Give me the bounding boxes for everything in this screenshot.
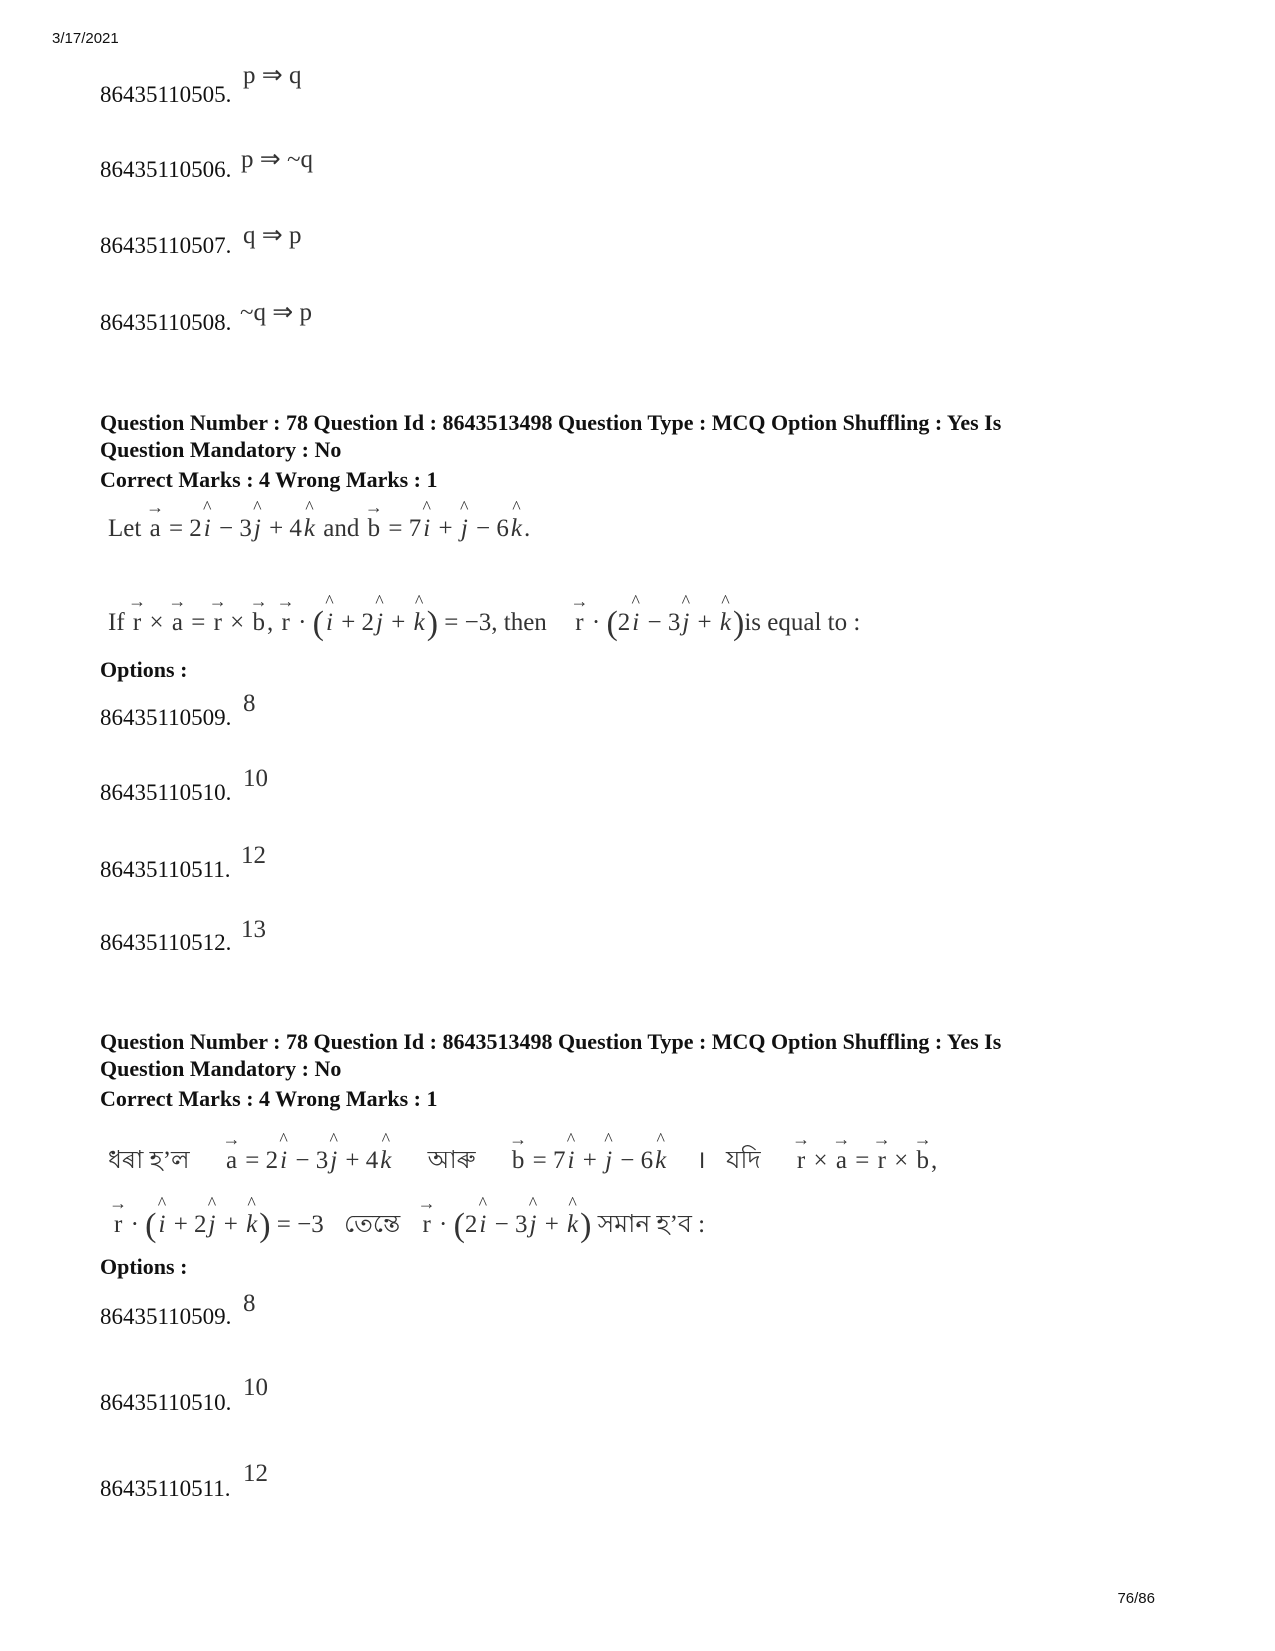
math-text: যদি bbox=[725, 1147, 761, 1174]
vector-r: → r bbox=[876, 1147, 888, 1175]
option-value: p ⇒ q bbox=[243, 62, 302, 89]
vector-b: → b bbox=[510, 1147, 527, 1175]
vector-a: → a bbox=[834, 1147, 849, 1175]
option-id: 86435110509. bbox=[100, 705, 232, 730]
hat-k: ^ k bbox=[509, 515, 524, 543]
hat-j: ^ j bbox=[603, 1147, 614, 1175]
question-marks: Correct Marks : 4 Wrong Marks : 1 bbox=[100, 467, 438, 492]
question-meta-line: Question Number : 78 Question Id : 8643513498 Question Type : MCQ Option Shuffling : Yes Is bbox=[100, 1029, 1002, 1054]
option-value: 8 bbox=[243, 690, 256, 717]
hat-j: ^ j bbox=[207, 1211, 218, 1239]
option-value: 10 bbox=[243, 765, 268, 792]
print-date: 3/17/2021 bbox=[52, 30, 119, 47]
option-value: 12 bbox=[241, 842, 266, 869]
question-meta-line: Question Mandatory : No bbox=[100, 437, 342, 462]
paren: ( bbox=[606, 605, 618, 642]
option-id: 86435110511. bbox=[100, 857, 231, 882]
hat-i: ^ i bbox=[566, 1147, 577, 1175]
option-value: p ⇒ ~q bbox=[241, 146, 313, 173]
question-text-line2: → r · (^ i + 2^ j + ^ k) = −3 তেন্তে → r · (2^ i − 3^ j + ^ k) সমান হ’ব : bbox=[112, 1204, 705, 1247]
option-value: 10 bbox=[243, 1374, 268, 1401]
hat-i: ^ i bbox=[156, 1211, 167, 1239]
question-meta-line: Question Number : 78 Question Id : 8643513498 Question Type : MCQ Option Shuffling : Yes Is bbox=[100, 410, 1002, 435]
paren: ) bbox=[426, 605, 439, 642]
hat-j: ^ j bbox=[459, 515, 470, 543]
option-id: 86435110509. bbox=[100, 1304, 232, 1329]
vector-a: → a bbox=[224, 1147, 239, 1175]
hat-j: ^ j bbox=[252, 515, 263, 543]
page-number: 76/86 bbox=[1117, 1590, 1155, 1607]
vector-b: → b bbox=[915, 1147, 932, 1175]
math-text: If bbox=[108, 609, 125, 636]
math-text: তেন্তে bbox=[344, 1211, 401, 1238]
question-meta-line: Question Mandatory : No bbox=[100, 1056, 342, 1081]
math-text: Let bbox=[108, 515, 142, 542]
vector-r: → r bbox=[795, 1147, 807, 1175]
option-value: 13 bbox=[241, 916, 266, 943]
hat-j: ^ j bbox=[680, 609, 691, 637]
hat-i: ^ i bbox=[421, 515, 432, 543]
hat-k: ^ k bbox=[302, 515, 317, 543]
option-id: 86435110506. bbox=[100, 157, 232, 182]
hat-i: ^ i bbox=[202, 515, 213, 543]
option-value: 8 bbox=[243, 1290, 256, 1317]
math-text: = 7 bbox=[388, 515, 422, 542]
hat-j: ^ j bbox=[328, 1147, 339, 1175]
paren: ) bbox=[733, 605, 745, 642]
paren: ( bbox=[145, 1207, 157, 1244]
math-text: and bbox=[323, 515, 360, 542]
hat-k: ^ k bbox=[565, 1211, 580, 1239]
vector-r: → r bbox=[280, 609, 292, 637]
paren: ) bbox=[580, 1207, 592, 1244]
hat-k: ^ k bbox=[378, 1147, 393, 1175]
option-id: 86435110511. bbox=[100, 1476, 231, 1501]
options-label: Options : bbox=[100, 1254, 188, 1279]
hat-i: ^ i bbox=[278, 1147, 289, 1175]
paren: ( bbox=[453, 1207, 465, 1244]
vector-a: → a bbox=[170, 609, 185, 637]
option-value: ~q ⇒ p bbox=[240, 299, 312, 326]
paren: ) bbox=[259, 1207, 271, 1244]
options-label: Options : bbox=[100, 657, 188, 682]
option-id: 86435110505. bbox=[100, 82, 232, 107]
paren: ( bbox=[312, 605, 324, 642]
option-id: 86435110512. bbox=[100, 930, 232, 955]
option-value: q ⇒ p bbox=[243, 222, 302, 249]
hat-j: ^ j bbox=[374, 609, 385, 637]
math-text: সমান হ’ব : bbox=[597, 1211, 706, 1238]
math-text: is equal to : bbox=[744, 609, 861, 636]
option-id: 86435110508. bbox=[100, 310, 232, 335]
option-id: 86435110507. bbox=[100, 233, 232, 258]
hat-i: ^ i bbox=[477, 1211, 488, 1239]
question-text-line1: ধৰা হ’ল → a = 2^ i − 3^ j + 4^ k আৰু → b = 7^ i + ^ j − 6^ k । যদি → r × → a = → r × → b, bbox=[108, 1140, 937, 1183]
math-text: ধৰা হ’ল bbox=[108, 1147, 190, 1174]
hat-k: ^ k bbox=[412, 609, 427, 637]
hat-k: ^ k bbox=[244, 1211, 259, 1239]
vector-r: → r bbox=[212, 609, 224, 637]
vector-r: → r bbox=[131, 609, 143, 637]
vector-b: → b bbox=[251, 609, 268, 637]
math-text: = 2 bbox=[168, 515, 202, 542]
vector-b: → b bbox=[366, 515, 383, 543]
question-text-line2: If → r × → a = → r × → b, → r · (^ i + 2^ j + ^ k) = −3, then → r · (2^ i − 3^ j + ^ k)is equal to : bbox=[108, 605, 860, 643]
vector-r: → r bbox=[112, 1211, 124, 1239]
vector-a: → a bbox=[148, 515, 163, 543]
option-value: 12 bbox=[243, 1460, 268, 1487]
hat-i: ^ i bbox=[630, 609, 641, 637]
hat-i: ^ i bbox=[324, 609, 335, 637]
hat-k: ^ k bbox=[653, 1147, 668, 1175]
option-id: 86435110510. bbox=[100, 780, 232, 805]
question-marks: Correct Marks : 4 Wrong Marks : 1 bbox=[100, 1086, 438, 1111]
vector-r: → r bbox=[573, 609, 585, 637]
question-text-line1: Let → a = 2^ i − 3^ j + 4^ k and → b = 7^ i + ^ j − 6^ k. bbox=[108, 515, 530, 543]
question-meta bbox=[100, 409, 1160, 463]
hat-k: ^ k bbox=[718, 609, 733, 637]
math-text: আৰু bbox=[427, 1147, 476, 1174]
vector-r: → r bbox=[420, 1211, 432, 1239]
hat-j: ^ j bbox=[527, 1211, 538, 1239]
question-meta bbox=[100, 1028, 1160, 1082]
math-text: , then bbox=[491, 609, 547, 636]
option-id: 86435110510. bbox=[100, 1390, 232, 1415]
